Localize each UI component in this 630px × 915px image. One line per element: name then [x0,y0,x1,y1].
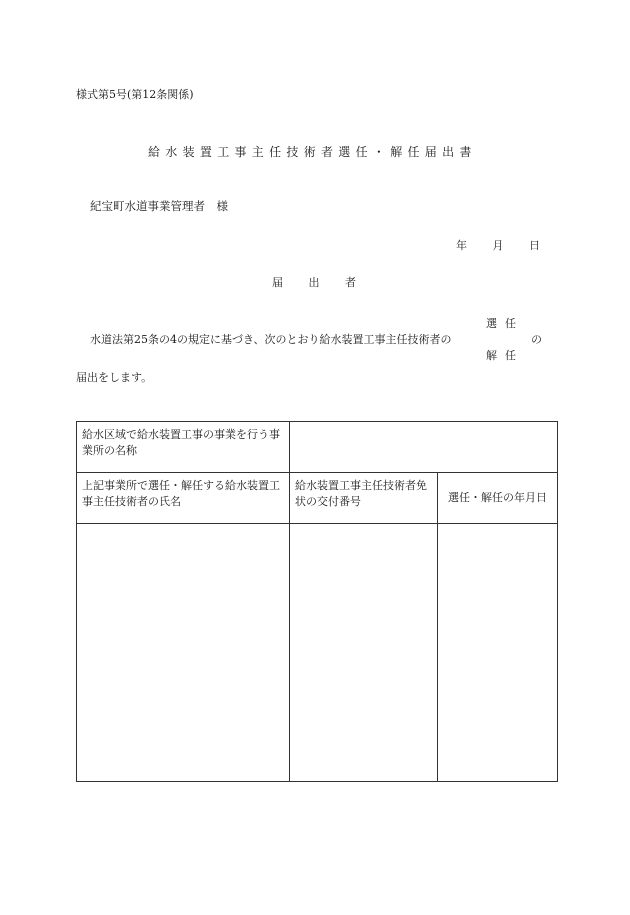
license-number-header: 給水装置工事主任技術者免状の交付番号 [290,473,438,524]
technician-name-header: 上記事業所で選任・解任する給水装置工事主任技術者の氏名 [77,473,290,524]
option-dismiss: 解任 [486,349,524,362]
option-appoint: 選任 [486,317,524,330]
body-text-line-2: 届出をします。 [76,371,153,384]
date-row [456,237,540,253]
office-name-field[interactable] [290,422,558,473]
form-table [76,421,558,782]
table-row [77,524,558,782]
form-number: 様式第5号(第12条関係) [76,88,194,101]
document-title: 給水装置工事主任技術者選任・解任届出書 [148,145,477,159]
notifier-char-2: 出 [308,276,320,289]
notifier-char-3: 者 [345,276,356,289]
recipient: 紀宝町水道事業管理者 様 [90,199,228,213]
table-header-row [77,473,558,524]
license-number-field[interactable] [290,524,438,782]
date-header: 選任・解任の年月日 [438,473,558,524]
date-day-label: 日 [529,239,540,252]
body-particle: の [531,333,542,346]
notifier-char-1: 届 [272,276,283,289]
technician-name-field[interactable] [77,524,290,782]
date-field[interactable] [438,524,558,782]
office-name-label: 給水区域で給水装置工事の事業を行う事業所の名称 [77,422,290,473]
office-row [77,422,558,473]
body-text-line-1: 水道法第25条の4の規定に基づき、次のとおり給水装置工事主任技術者の [90,333,452,346]
date-year-label: 年 [456,239,467,252]
notifier-label [272,274,356,290]
date-month-label: 月 [492,239,504,252]
